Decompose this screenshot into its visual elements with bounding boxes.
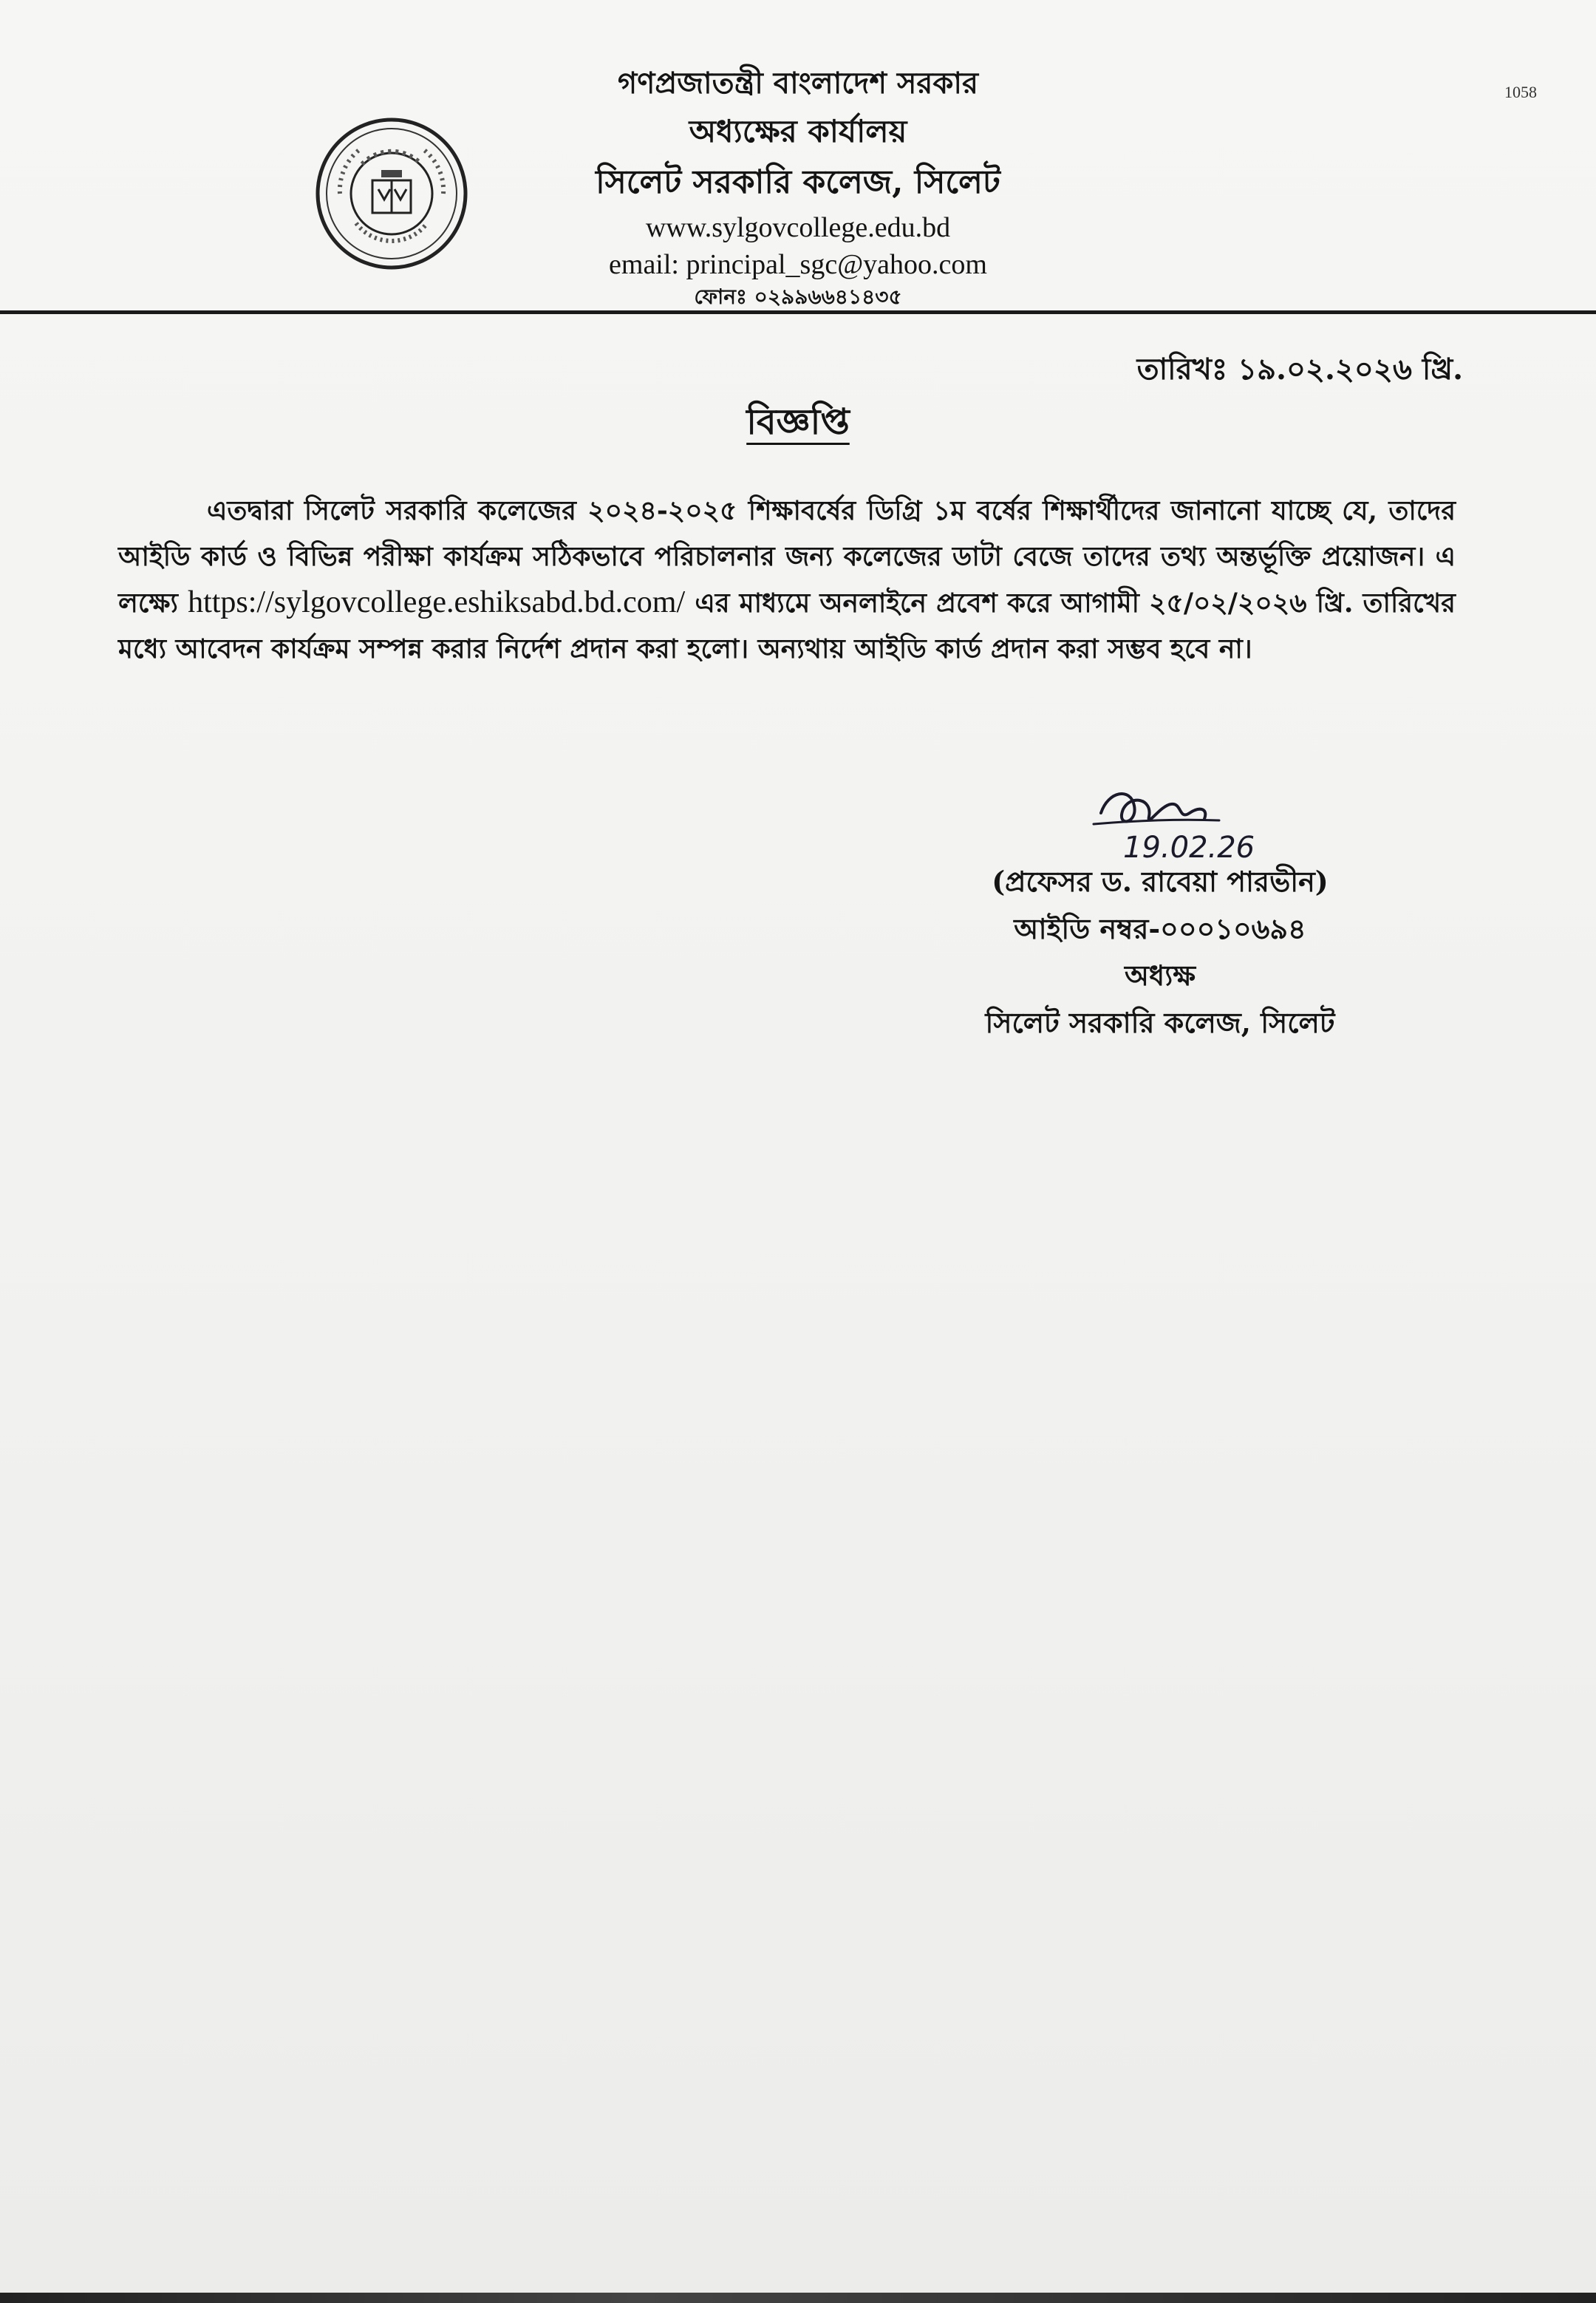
body-part-1: এতদ্বারা সিলেট সরকারি কলেজের ২০২৪-২০২৫ শিক্ষাবর্ষের ডিগ্রি ১ম বর্ষের শিক্ষার্থীদের জানানো যাচ্ছে যে, তাদের আইডি কার্ড ও বিভিন্ন পরীক্ষা কার্যক্রম সঠিকভাবে পরিচালনার জন্য কলেজের ডাটা বেজে তাদের তথ্য অন্তর্ভূক্তি প্রয়োজন। এ লক্ষ্যে (118, 495, 1456, 619)
government-name: গণপ্রজাতন্ত্রী বাংলাদেশ সরকার (618, 66, 978, 101)
signature-icon (1079, 783, 1300, 865)
website: www.sylgovcollege.edu.bd (645, 211, 951, 243)
application-url: https://sylgovcollege.eshiksabd.bd.com/ (188, 585, 686, 619)
college-seal-icon (310, 112, 473, 275)
handwritten-date: 19.02.26 (1123, 831, 1255, 865)
signatory-block (931, 865, 1389, 1052)
college-name: সিলেট সরকারি কলেজ, সিলেট (596, 163, 1000, 202)
page-bottom-edge (0, 2293, 1596, 2303)
notice-date: তারিখঃ ১৯.০২.২০২৬ খ্রি. (1136, 352, 1463, 387)
body-part-2: এর মাধ্যমে অনলাইনে প্রবেশ করে আগামী ২৫/০২/২০২৬ খ্রি. তারিখের মধ্যে আবেদন কার্যক্রম সম্পন্ন করার নির্দেশ প্রদান করা হলো। অন্যথায় আইডি কার্ড প্রদান করা সম্ভব হবে না। (118, 588, 1456, 664)
notice-title-text: বিজ্ঞপ্তি (746, 401, 850, 443)
signatory-id: আইডি নম্বর-০০০১০৬৯৪ (1014, 911, 1306, 945)
phone: ফোনঃ ০২৯৯৬৬৪১৪৩৫ (694, 285, 902, 310)
notice-title (0, 395, 1596, 454)
signatory-institution: সিলেট সরকারি কলেজ, সিলেট (985, 1005, 1335, 1039)
email: email: principal_sgc@yahoo.com (609, 248, 987, 280)
notice-body (118, 488, 1456, 672)
signatory-designation: অধ্যক্ষ (1124, 959, 1196, 993)
header-divider (0, 310, 1596, 314)
letterhead (458, 67, 1138, 309)
signatory-name: (প্রফেসর ড. রাবেয়া পারভীন) (992, 865, 1329, 898)
office-name: অধ্যক্ষের কার্যালয় (689, 113, 907, 149)
page-number: 1058 (1504, 83, 1537, 101)
